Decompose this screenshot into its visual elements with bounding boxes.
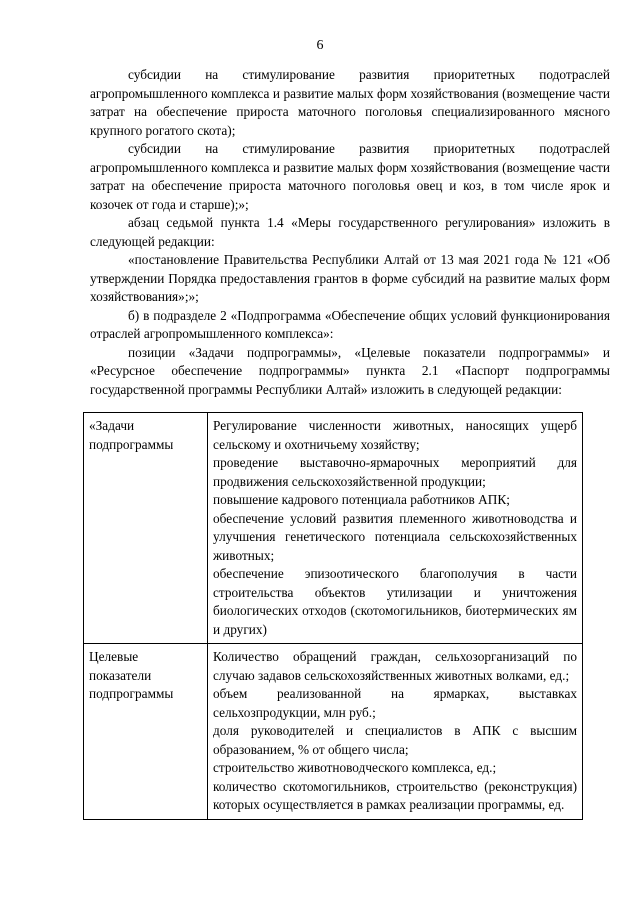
list-item: повышение кадрового потенциала работников АПК; xyxy=(213,492,510,507)
list-item: обеспечение эпизоотического благополучия в части строительства объектов утилизации и уничтожения биологических отходов (скотомогильников, биотермических ям и других) xyxy=(213,566,577,637)
row-content-tasks xyxy=(208,413,583,644)
list-item: обеспечение условий развития племенного животноводства и улучшения генетического потенциала сельскохозяйственных животных; xyxy=(213,510,577,563)
row-content-indicators xyxy=(208,644,583,820)
list-item: строительство животноводческого комплекса, ед.; xyxy=(213,760,497,775)
paragraph: абзац седьмой пункта 1.4 «Меры государственного регулирования» изложить в следующей редакции: xyxy=(90,215,610,249)
list-item: количество скотомогильников, строительство (реконструкция) которых осуществляется в рамках реализации программы, ед. xyxy=(213,778,577,812)
row-label-tasks: «Задачи подпрограммы xyxy=(84,413,208,644)
table-row xyxy=(84,413,583,644)
list-item: Количество обращений граждан, сельхозорганизаций по случаю задавов сельскохозяйственных животных волками, ед.; xyxy=(213,649,577,683)
paragraph: субсидии на стимулирование развития приоритетных подотраслей агропромышленного комплекса и развитие малых форм хозяйствования (возмещение части затрат на обеспечение прироста маточного поголовья специализированного мясного крупного рогатого скота); xyxy=(90,67,610,138)
paragraph: позиции «Задачи подпрограммы», «Целевые показатели подпрограммы» и «Ресурсное обеспечение подпрограммы» пункта 2.1 «Паспорт подпрограммы государственной программы Республики Алтай» изложить в следующей редакции: xyxy=(90,344,610,397)
body-text xyxy=(90,66,610,399)
paragraph: «постановление Правительства Республики Алтай от 13 мая 2021 года № 121 «Об утверждении Порядка предоставления грантов в форме субсидий на развитие малых форм хозяйствования»;»; xyxy=(90,252,610,304)
list-item: Регулирование численности животных, наносящих ущерб сельскому и охотничьему хозяйству; xyxy=(213,418,577,452)
list-item: проведение выставочно-ярмарочных мероприятий для продвижения сельскохозяйственной продукции; xyxy=(213,455,577,489)
row-label-indicators: Целевые показатели подпрограммы xyxy=(84,644,208,820)
paragraph: б) в подразделе 2 «Подпрограмма «Обеспечение общих условий функционирования отраслей агропромышленного комплекса»: xyxy=(90,307,610,341)
table-row xyxy=(84,644,583,820)
list-item: объем реализованной на ярмарках, выставках сельхозпродукции, млн руб.; xyxy=(213,686,577,720)
paragraph: субсидии на стимулирование развития приоритетных подотраслей агропромышленного комплекса и развитие малых форм хозяйствования (возмещение части затрат на обеспечение прироста маточного поголовья овец и коз, в том числе ярок и козочек от года и старше);»; xyxy=(90,141,610,212)
list-item: доля руководителей и специалистов в АПК с высшим образованием, % от общего числа; xyxy=(213,723,577,757)
page-number: 6 xyxy=(316,38,324,53)
subprogram-passport-table xyxy=(83,412,583,820)
